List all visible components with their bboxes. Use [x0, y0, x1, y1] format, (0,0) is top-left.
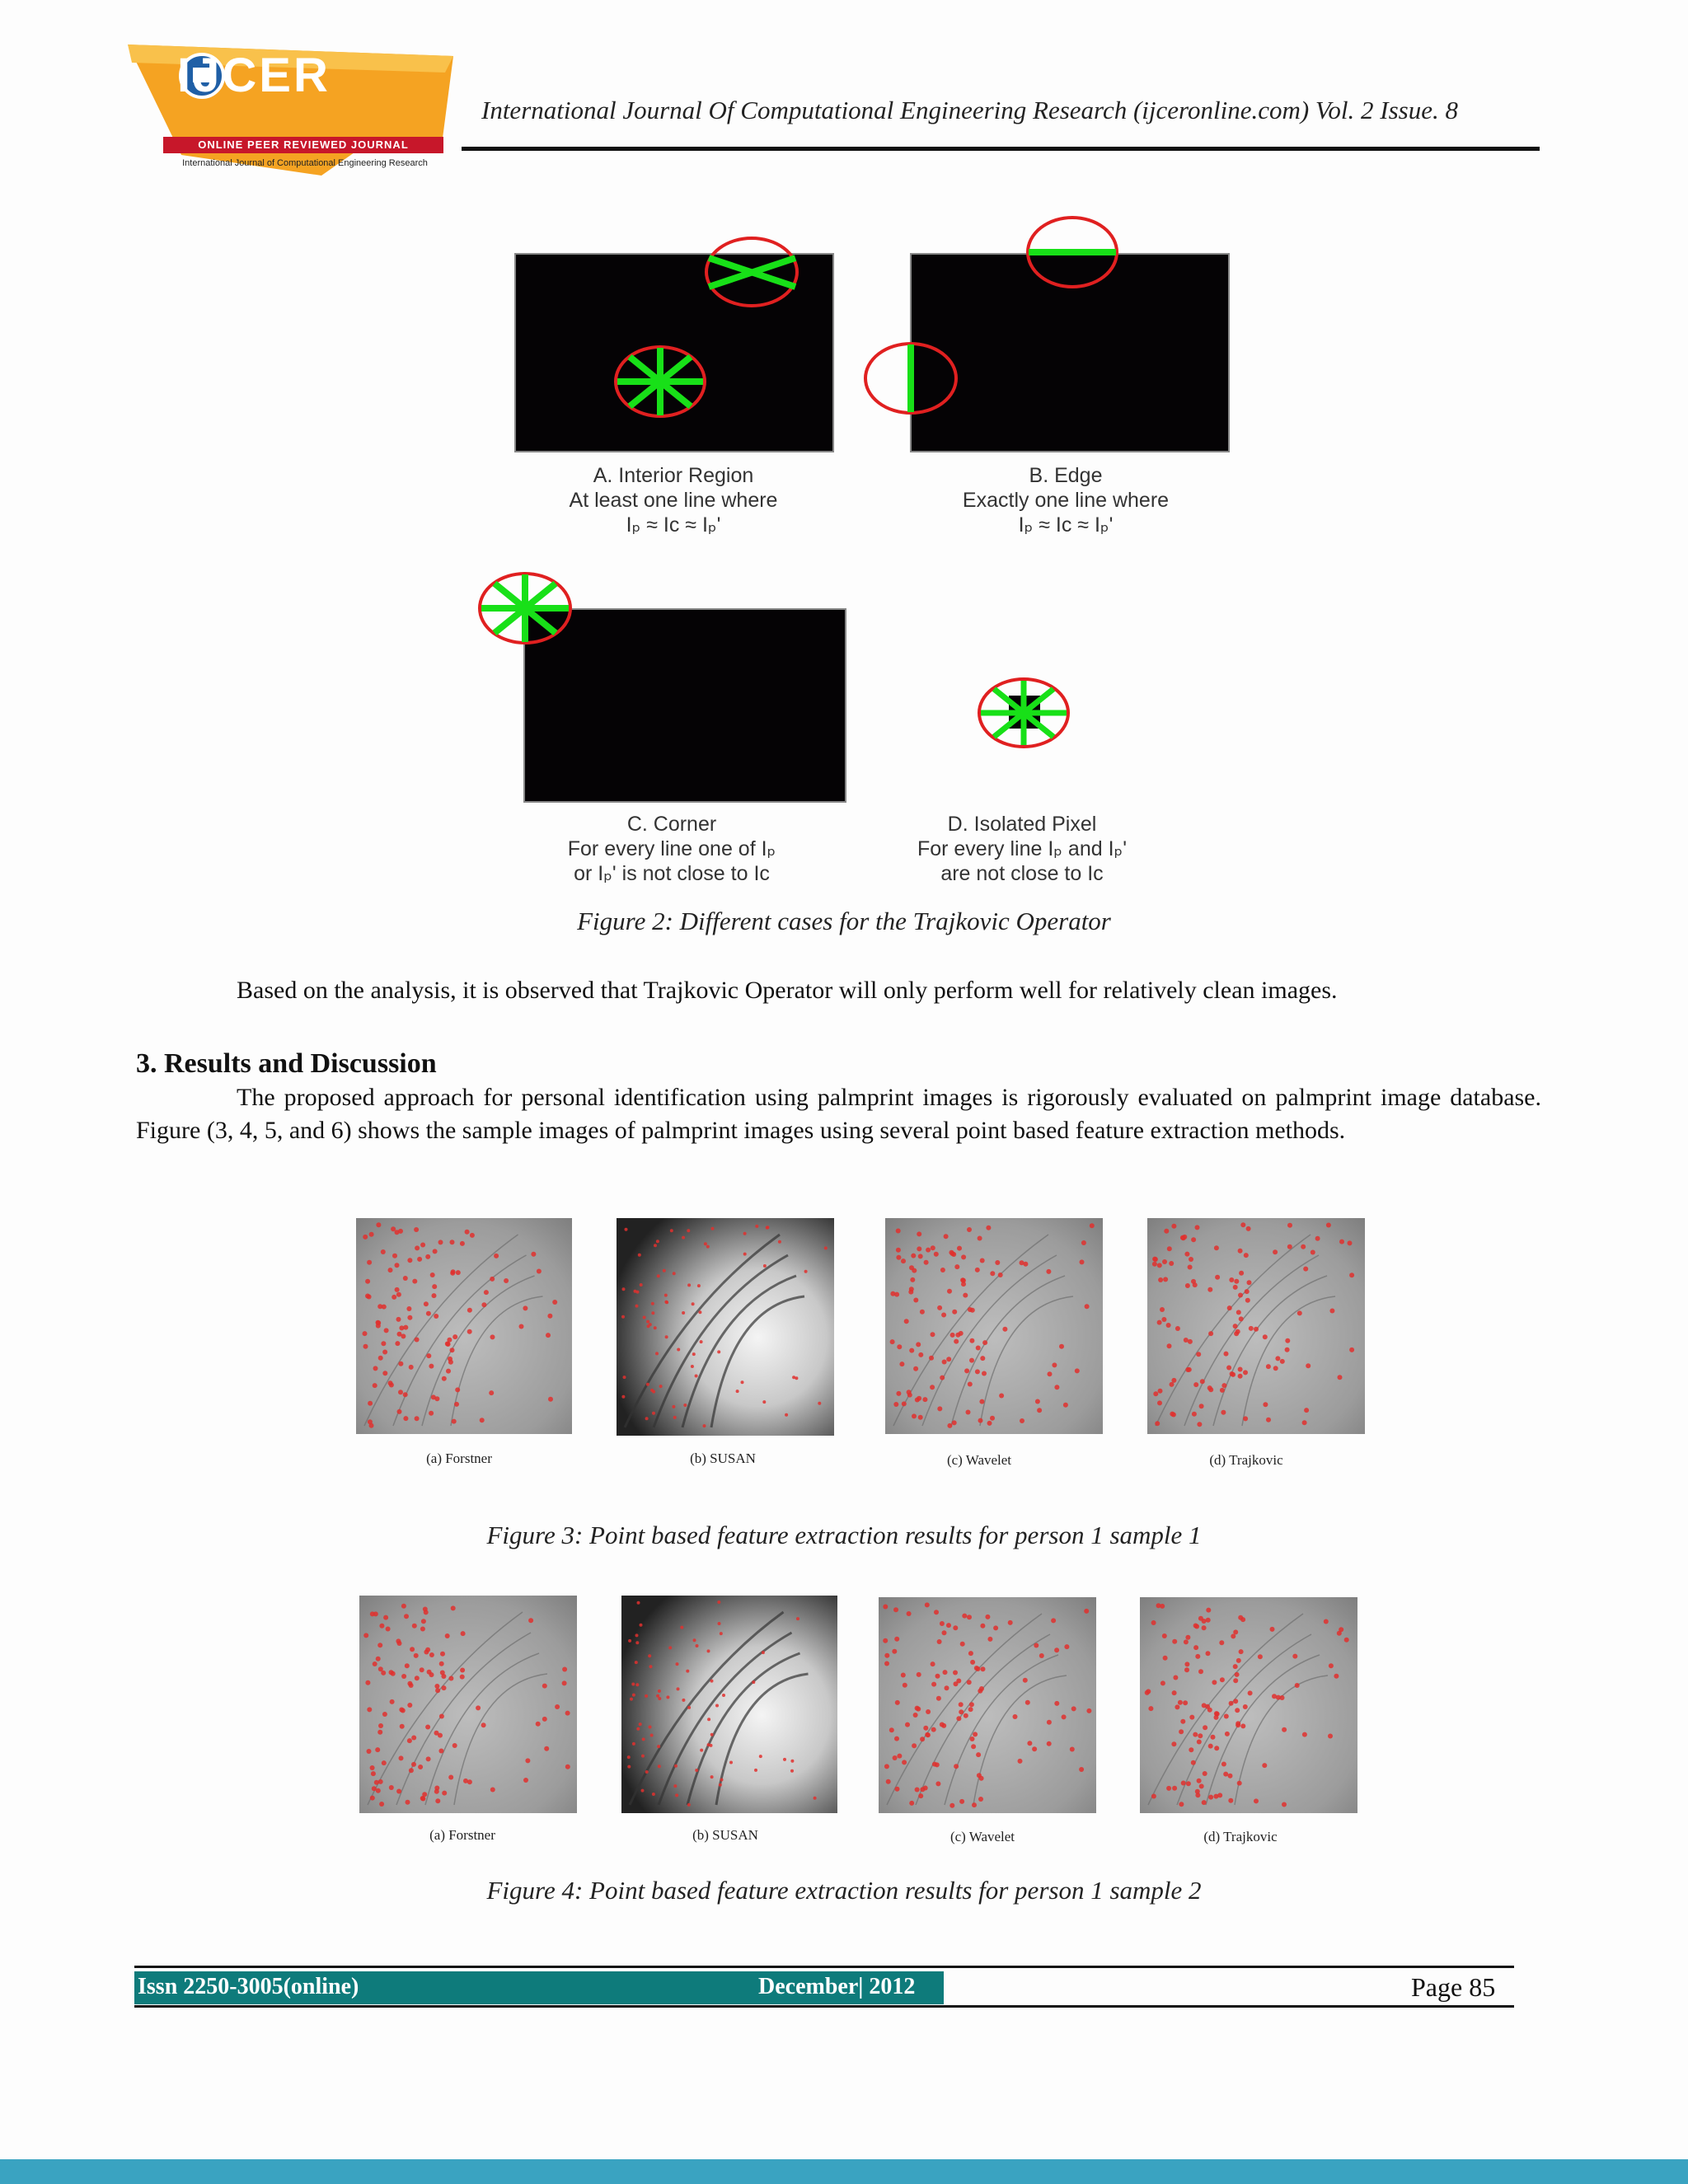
fig4-label-trajkovic: (d) Trajkovic — [1203, 1829, 1278, 1844]
panel-c-caption: C. Corner For every line one of Iₚ or Iₚ' is not close to Iᴄ — [567, 813, 776, 885]
fig3-label-susan: (b) SUSAN — [690, 1451, 756, 1466]
section-heading: 3. Results and Discussion — [136, 1048, 437, 1079]
figure-3-caption: Figure 3: Point based feature extraction results for person 1 sample 1 — [486, 1521, 1202, 1549]
figure-2-caption: Figure 2: Different cases for the Trajkovic Operator — [577, 907, 1111, 935]
footer-page-number: Page 85 — [1411, 1972, 1496, 2002]
journal-title: International Journal Of Computational Engineering Research (ijceronline.com) Vol. 2 Issue. 8 — [481, 96, 1458, 124]
fig4-label-forstner: (a) Forstner — [429, 1827, 495, 1843]
logo-subtitle: International Journal of Computational Engineering Research — [182, 158, 428, 168]
fig4-thumb-forstner — [359, 1596, 577, 1813]
fig3-thumb-forstner — [356, 1218, 572, 1434]
paragraph-results: The proposed approach for personal identification using palmprint images is rigorously evaluated on palmprint image database. Figure (3, 4, 5, and 6) shows the sample images of palmprint images using several point based feature extraction methods. — [136, 1084, 1541, 1144]
fig4-thumb-wavelet — [879, 1597, 1096, 1813]
fig3-thumb-wavelet — [885, 1218, 1103, 1434]
logo-title: IJCER — [177, 49, 331, 102]
figure-4-caption: Figure 4: Point based feature extraction results for person 1 sample 2 — [486, 1876, 1202, 1905]
fig4-thumb-susan — [621, 1596, 837, 1813]
footer-issn: Issn 2250-3005(online) — [138, 1974, 359, 1999]
panel-d-caption: D. Isolated Pixel For every line Iₚ and Iₚ' are not close to Iᴄ — [917, 813, 1128, 885]
panel-a-caption: A. Interior Region At least one line where Iₚ ≈ Iᴄ ≈ Iₚ' — [569, 464, 778, 537]
logo-band: ONLINE PEER REVIEWED JOURNAL — [163, 137, 443, 153]
footer-date: December| 2012 — [758, 1974, 916, 1999]
fig4-label-susan: (b) SUSAN — [692, 1827, 758, 1843]
fig3-label-trajkovic: (d) Trajkovic — [1209, 1452, 1283, 1468]
fig3-thumb-trajkovic — [1147, 1218, 1365, 1434]
fig3-label-wavelet: (c) Wavelet — [946, 1452, 1012, 1468]
fig4-label-wavelet: (c) Wavelet — [950, 1829, 1015, 1844]
panel-b-caption: B. Edge Exactly one line where Iₚ ≈ Iᴄ ≈ Iₚ' — [962, 464, 1170, 537]
bottom-color-bar — [0, 2159, 1688, 2184]
fig3-thumb-susan — [617, 1218, 834, 1436]
fig3-label-forstner: (a) Forstner — [426, 1451, 492, 1466]
paragraph-trajkovic-analysis: Based on the analysis, it is observed that Trajkovic Operator will only perform well for relatively clean images. — [237, 977, 1338, 1004]
fig4-thumb-trajkovic — [1140, 1597, 1357, 1813]
footer-bottom-rule — [134, 2005, 1514, 2008]
footer-top-rule — [134, 1966, 1514, 1968]
